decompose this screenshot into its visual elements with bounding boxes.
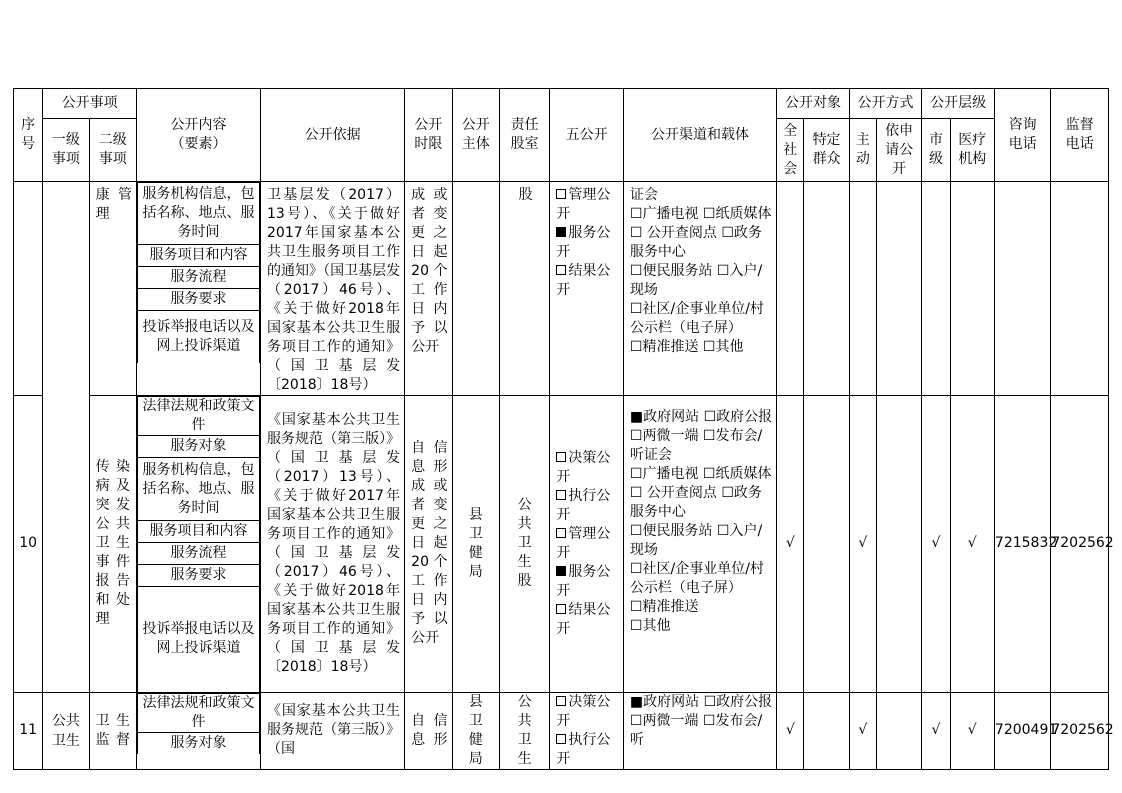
row-basis: 卫基层发（2017）13号）、《关于做好2017年国家基本公共卫生服务项目工作的通知》（国卫基层发（2017）46号）、《关于做好2018年国家基本公共卫生服务项目工作的通知》（国卫基层发〔2018〕18号） [261,182,405,396]
channel-line: ☐广播电视 ☐纸质媒体 [629,206,772,222]
channel-line: ☐其他 [629,618,671,634]
row-consult-phone: 7215832 [994,396,1050,693]
row-method-active [849,182,876,396]
row-level1: 公共卫生 [43,692,89,769]
row-level-city: √ [922,692,950,769]
list-item: 服务流程 [137,267,259,289]
row-time-limit: 自信息形 [405,692,452,769]
channel-line: ☐ 公开查阅点 ☐政务服务中心 [629,485,762,520]
five-open-item [556,525,623,563]
channel-line: ☐便民服务站 ☐入户/现场 [629,523,763,558]
five-open-item [556,449,623,487]
row-contents [136,182,260,396]
row-method-active: √ [849,396,876,693]
method-group-header: 公开方式 [849,89,922,119]
dept-header: 责任股室 [499,89,549,182]
unchecked-box-icon [556,490,566,500]
channels-header: 公开渠道和载体 [623,89,776,182]
row-subject: 县卫健局 [452,692,499,769]
row-supervise-phone: 7202562 [1051,396,1109,693]
five-open-item [556,262,619,300]
channel-line: ☐广播电视 ☐纸质媒体 [629,466,772,482]
row-level2: 康管理 [89,182,136,396]
unchecked-box-icon [556,528,566,538]
list-item: 法律法规和政策文件 [137,397,259,436]
channel-line: ☐精准推送 ☐其他 [629,339,744,355]
row-dept: 股 [499,182,549,396]
row-supervise-phone: 7202562 [1051,692,1109,769]
row-level2: 传染病及突发公共卫生事件报告和处理 [89,396,136,693]
channel-line: 证会 [629,187,658,203]
five-open-item [556,731,623,769]
five-open-label: 管理公开 [556,187,611,222]
row-target-specific [804,182,849,396]
channel-line: ☐ 公开查阅点 ☐政务服务中心 [629,225,762,260]
channel-line: ☐两微一端 ☐发布会/听证会 [629,428,763,463]
row-level2: 卫生监督 [89,692,136,769]
channel-line: ☐精准推送 [629,599,699,615]
level-group-header: 公开层级 [922,89,995,119]
row-channels [623,182,776,396]
five-open-item [556,693,623,731]
method-active-header: 主动 [849,119,876,182]
items-group-header: 公开事项 [43,89,137,119]
level1-header: 一级事项 [43,119,89,182]
five-open-label: 服务公开 [556,563,611,599]
row-target-specific [804,396,849,693]
row-basis: 《国家基本公共卫生服务规范（第三版）》（国 [261,692,405,769]
five-open-item [556,601,623,639]
row-dept: 公共卫生 [499,692,549,769]
five-open-label: 结果公开 [556,601,611,637]
content-header: 公开内容（要素） [136,89,260,182]
five-open-label: 执行公开 [556,731,611,767]
row-consult-phone [994,182,1050,396]
list-item: 服务项目和内容 [137,245,259,267]
row-time-limit: 自信息形成或者变更之日起20个工作日内予以公开 [405,396,452,693]
five-open-item [556,487,623,525]
list-item: 服务机构信息，包括名称、地点、服务时间 [137,183,259,245]
row-basis: 《国家基本公共卫生服务规范（第三版）》（国卫基层发（2017）13号）、《关于做好2017年国家基本公共卫生服务项目工作的通知》（国卫基层发（2017）46号）、《关于做好2018年国家基本公共卫生服务项目工作的通知》（国卫基层发〔2018〕18号） [261,396,405,693]
subject-header: 公开主体 [452,89,499,182]
row-method-apply [876,182,921,396]
supervise-phone-header: 监督电话 [1051,89,1109,182]
channel-line: ☐便民服务站 ☐入户/现场 [629,263,763,298]
checked-box-icon [556,566,566,576]
checked-box-icon [556,227,566,237]
five-open-item [556,224,619,262]
five-open-label: 管理公开 [556,525,611,561]
method-apply-header: 依申请公开 [876,119,921,182]
row-target-specific [804,692,849,769]
five-open-label: 结果公开 [556,263,611,298]
list-item: 服务要求 [137,565,259,587]
row-target-all [777,182,804,396]
contents-list [137,182,260,363]
target-group-header: 公开对象 [777,89,850,119]
seq-header: 序号 [14,89,43,182]
disclosure-table [13,88,1114,770]
table-row [14,182,1109,396]
table-row [14,396,1109,693]
row-subject: 县卫健局 [452,396,499,693]
five-open-label: 决策公开 [556,449,611,485]
row-subject [452,182,499,396]
list-item: 投诉举报电话以及网上投诉渠道 [137,587,259,692]
list-item: 服务要求 [137,289,259,311]
unchecked-box-icon [556,452,566,462]
row-five-open [550,396,624,693]
channel-line: ☐社区/企事业单位/村公示栏（电子屏） [629,301,764,336]
consult-phone-header: 咨询电话 [994,89,1050,182]
time-limit-header: 公开时限 [405,89,452,182]
row-level-medical: √ [950,692,994,769]
row-level-medical [950,182,994,396]
row-level-city: √ [922,396,950,693]
unchecked-box-icon [556,189,566,199]
level-city-header: 市级 [922,119,950,182]
list-item: 服务对象 [137,732,259,754]
five-open-item [556,186,619,224]
row-time-limit: 成或者变更之日起20个工作日内予以公开 [405,182,452,396]
list-item: 服务对象 [137,436,259,458]
row-seq: 11 [14,692,43,769]
row-contents [136,692,260,769]
unchecked-box-icon [556,696,566,706]
channel-line: ■政府网站 ☐政府公报 [629,409,773,425]
row-level-city [922,182,950,396]
contents-list [137,396,260,692]
row-consult-phone: 7200491 [994,692,1050,769]
level2-header: 二级事项 [89,119,136,182]
row-seq [14,182,43,396]
basis-header: 公开依据 [261,89,405,182]
header-row-1 [14,89,1109,119]
five-open-header: 五公开 [550,89,624,182]
list-item: 服务流程 [137,543,259,565]
row-five-open [550,692,624,769]
row-target-all: √ [777,396,804,693]
row-channels [623,396,776,693]
row-method-active: √ [849,692,876,769]
channel-line: ■政府网站 ☐政府公报 [629,693,773,710]
list-item: 投诉举报电话以及网上投诉渠道 [137,311,259,363]
table-row [14,692,1109,769]
row-contents [136,396,260,693]
row-level-medical: √ [950,396,994,693]
list-item: 法律法规和政策文件 [137,693,259,732]
row-target-all: √ [777,692,804,769]
channel-line: ☐两微一端 ☐发布会/听 [629,712,763,748]
five-open-label: 决策公开 [556,693,611,729]
contents-list [137,693,260,755]
unchecked-box-icon [556,734,566,744]
row-five-open [550,182,624,396]
list-item: 服务项目和内容 [137,521,259,543]
target-specific-header: 特定群众 [804,119,849,182]
row-seq: 10 [14,396,43,693]
row-level1 [43,182,89,693]
unchecked-box-icon [556,265,566,275]
row-channels [623,692,776,769]
five-open-label: 服务公开 [556,225,611,260]
list-item: 服务机构信息，包括名称、地点、服务时间 [137,458,259,521]
unchecked-box-icon [556,604,566,614]
row-method-apply [876,692,921,769]
row-method-apply [876,396,921,693]
row-supervise-phone [1051,182,1109,396]
level-medical-header: 医疗机构 [950,119,994,182]
row-dept: 公共卫生股 [499,396,549,693]
five-open-label: 执行公开 [556,487,611,523]
target-all-header: 全社会 [777,119,804,182]
channel-line: ☐社区/企事业单位/村公示栏（电子屏） [629,561,764,596]
five-open-item [556,563,623,601]
